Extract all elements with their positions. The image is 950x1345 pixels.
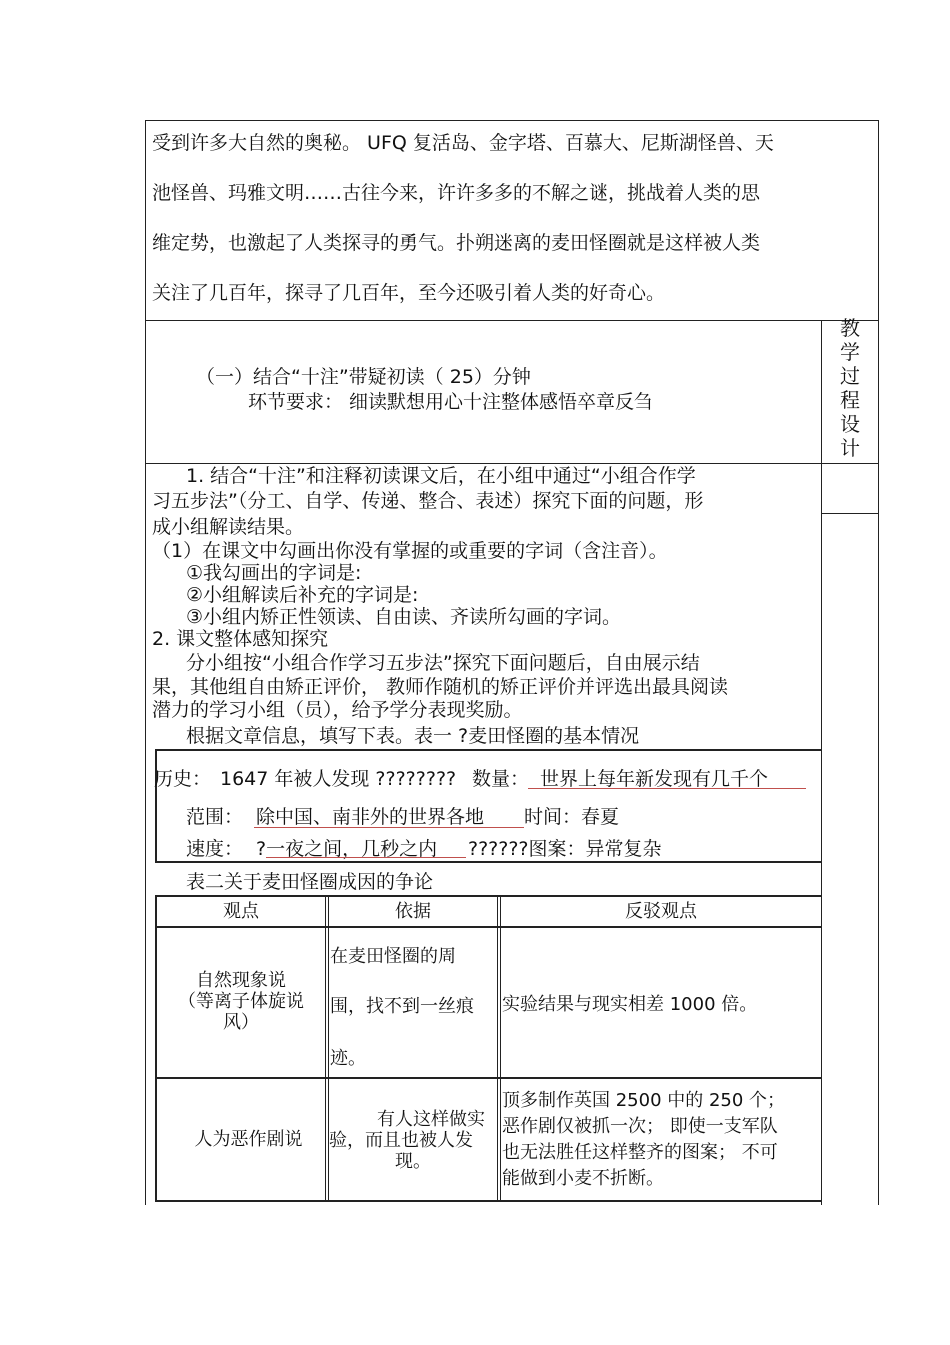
speed-label: 速度： xyxy=(186,838,244,860)
header-basis: 依据 xyxy=(395,900,431,922)
frame-right xyxy=(878,120,879,1205)
body-line: 果，其他组自由矫正评价， 教师作随机的矫正评价并评选出最具阅读 xyxy=(152,676,729,698)
count-value: 世界上每年新发现有几千个 xyxy=(540,768,769,790)
row2-rebut-line: 顶多制作英国 2500 中的 250 个； xyxy=(502,1090,786,1111)
row1-view-line: 自然现象说 xyxy=(196,970,286,991)
body-line: （1）在课文中勾画出你没有掌握的或重要的字词（含注音）。 xyxy=(152,540,668,562)
body-line: ③小组内矫正性领读、自由读、齐读所勾画的字词。 xyxy=(186,606,622,628)
row2-view: 人为恶作剧说 xyxy=(194,1128,303,1150)
frame-top xyxy=(145,120,879,121)
intro-line: 受到许多大自然的奥秘。 UFQ 复活岛、金字塔、百慕大、尼斯湖怪兽、天 xyxy=(152,132,774,154)
row2-basis-line: 有人这样做实 xyxy=(377,1109,485,1130)
row1-view-line: 风） xyxy=(223,1012,259,1033)
side-col-divider xyxy=(821,320,822,1205)
frame-left xyxy=(145,120,146,1205)
side-label-char: 程 xyxy=(840,388,860,412)
row2-basis-line: 验，而且也被人发 xyxy=(329,1130,473,1151)
row2-rebut-line: 也无法胜任这样整齐的图案； 不可 xyxy=(502,1142,778,1163)
count-underline xyxy=(528,788,806,789)
history-label: 历史： xyxy=(154,768,212,790)
row2-basis xyxy=(329,1109,497,1172)
speed-value: ?一夜之间，几秒之内 xyxy=(256,838,438,860)
section-heading: （一）结合“十注”带疑初读（ 25）分钟 xyxy=(196,366,531,388)
range-value: 除中国、南非外的世界各地 xyxy=(256,806,485,828)
side-label-char: 设 xyxy=(840,412,860,436)
body-line: 1. 结合“十注”和注释初读课文后，在小组中通过“小组合作学 xyxy=(186,465,696,487)
side-label-char: 学 xyxy=(840,340,860,364)
header-view: 观点 xyxy=(223,900,259,922)
intro-line: 池怪兽、玛雅文明……古往今来，许许多多的不解之谜，挑战着人类的思 xyxy=(152,182,761,204)
row1-basis-line: 在麦田怪圈的周 xyxy=(330,946,456,967)
side-label-char: 教 xyxy=(840,316,860,340)
range-label: 范围： xyxy=(186,806,244,828)
table1-left xyxy=(155,749,157,862)
table2-caption: 表二关于麦田怪圈成因的争论 xyxy=(186,871,434,893)
row2-rebuttal xyxy=(502,1088,826,1192)
body-line: ②小组解读后补充的字词是: xyxy=(186,584,419,606)
t2-col2-a xyxy=(497,895,498,1202)
row1-basis-line: 围，找不到一丝痕 xyxy=(330,996,474,1017)
t2-header-bottom xyxy=(155,926,822,928)
history-value: 1647 年被人发现 ???????? xyxy=(220,768,457,790)
section-requirement: 环节要求： 细读默想用心十注整体感悟卒章反刍 xyxy=(248,391,654,413)
count-label: 数量： xyxy=(472,768,530,790)
row-divider-1 xyxy=(145,320,879,321)
body-line: 习五步法”（分工、自学、传递、整合、表述）探究下面的问题，形 xyxy=(152,490,704,512)
side-divider-small xyxy=(821,513,878,514)
row-divider-2 xyxy=(145,463,879,464)
row1-view xyxy=(157,970,325,1033)
side-label-char: 计 xyxy=(840,436,860,460)
body-line: 成小组解读结果。 xyxy=(152,516,305,538)
header-rebuttal: 反驳观点 xyxy=(625,900,697,922)
body-line: 根据文章信息，填写下表。表一 ?麦田怪圈的基本情况 xyxy=(186,725,640,747)
t2-col1-a xyxy=(325,895,326,1202)
time-text: 时间：春夏 xyxy=(524,806,620,828)
row2-basis-line: 现。 xyxy=(395,1151,431,1172)
t2-bottom xyxy=(155,1200,822,1202)
range-underline xyxy=(254,827,524,828)
t2-left xyxy=(155,895,157,1202)
body-line: ①我勾画出的字词是: xyxy=(186,562,362,584)
pattern-text: ??????图案：异常复杂 xyxy=(468,838,662,860)
table1-top xyxy=(155,749,822,751)
row1-rebuttal: 实验结果与现实相差 1000 倍。 xyxy=(502,994,758,1015)
body-line: 潜力的学习小组（员），给予学分表现奖励。 xyxy=(152,699,523,721)
side-label-char: 过 xyxy=(840,364,860,388)
table1-bottom xyxy=(155,861,822,863)
body-line: 分小组按“小组合作学习五步法”探究下面问题后，自由展示结 xyxy=(186,652,700,674)
row2-rebut-line: 恶作剧仅被抓一次； 即使一支军队 xyxy=(502,1116,778,1137)
speed-underline xyxy=(266,857,466,858)
body-line: 2. 课文整体感知探究 xyxy=(152,628,329,650)
row1-basis-line: 迹。 xyxy=(330,1048,366,1069)
intro-line: 关注了几百年，探寻了几百年，至今还吸引着人类的好奇心。 xyxy=(152,282,666,304)
intro-line: 维定势，也激起了人类探寻的勇气。扑朔迷离的麦田怪圈就是这样被人类 xyxy=(152,232,761,254)
row2-rebut-line: 能做到小麦不折断。 xyxy=(502,1168,664,1189)
t2-col2-b xyxy=(500,895,501,1202)
row1-view-line: （等离子体旋说 xyxy=(178,991,304,1012)
